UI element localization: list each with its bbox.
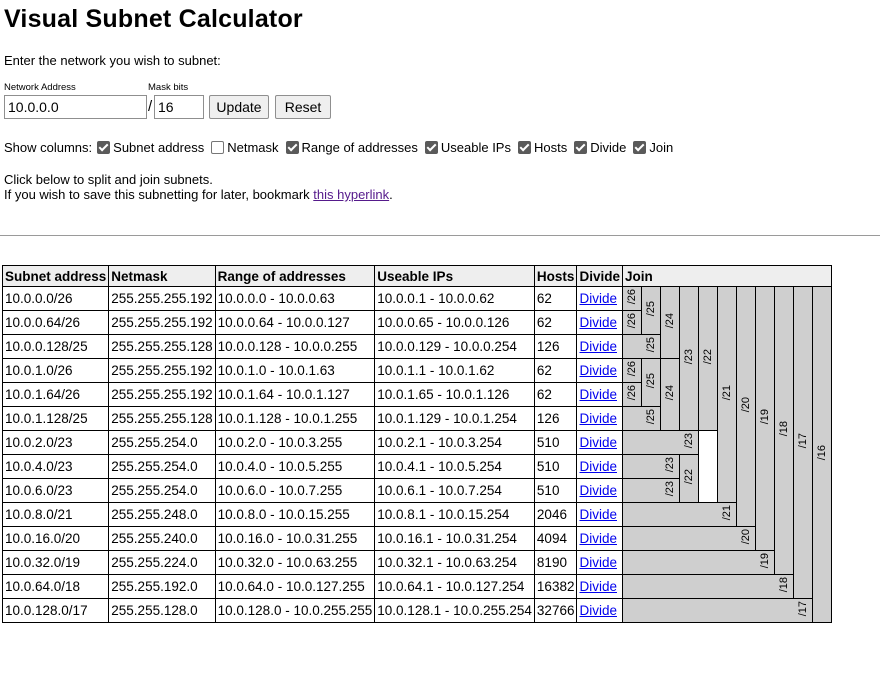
divide-link[interactable]: Divide — [579, 555, 617, 570]
column-checkbox-label[interactable]: Divide — [590, 139, 627, 155]
join-cell[interactable] — [622, 407, 660, 431]
intro-text: Enter the network you wish to subnet: — [4, 53, 221, 68]
join-cell[interactable] — [622, 359, 641, 383]
cell-netmask: 255.255.248.0 — [109, 503, 215, 527]
column-checkbox[interactable] — [574, 141, 587, 154]
cell-subnet: 10.0.6.0/23 — [3, 479, 109, 503]
cell-netmask: 255.255.255.192 — [109, 287, 215, 311]
cell-subnet: 10.0.1.0/26 — [3, 359, 109, 383]
cell-divide — [577, 503, 623, 527]
cell-subnet: 10.0.1.64/26 — [3, 383, 109, 407]
cell-netmask: 255.255.255.128 — [109, 335, 215, 359]
join-label: /18 — [777, 421, 790, 437]
join-label: /23 — [663, 457, 676, 473]
join-cell[interactable] — [698, 287, 717, 431]
cell-divide — [577, 311, 623, 335]
divide-link[interactable]: Divide — [579, 507, 617, 522]
subnet-table — [2, 265, 832, 623]
join-label: /25 — [644, 373, 657, 389]
join-label: /21 — [720, 505, 733, 521]
divide-link[interactable]: Divide — [579, 291, 617, 306]
join-cell[interactable] — [660, 359, 679, 431]
cell-useable: 10.0.1.129 - 10.0.1.254 — [375, 407, 535, 431]
divide-link[interactable]: Divide — [579, 483, 617, 498]
cell-range: 10.0.1.128 - 10.0.1.255 — [215, 407, 375, 431]
join-label: /16 — [815, 445, 828, 461]
cell-subnet: 10.0.16.0/20 — [3, 527, 109, 551]
column-header: Range of addresses — [215, 266, 375, 287]
table-row — [3, 455, 832, 479]
table-header-row — [3, 266, 832, 287]
column-header: Subnet address — [3, 266, 109, 287]
network-address-label: Network Address — [4, 82, 76, 93]
join-label: /22 — [701, 349, 714, 365]
column-checkbox[interactable] — [286, 141, 299, 154]
cell-divide — [577, 287, 623, 311]
cell-netmask: 255.255.255.192 — [109, 383, 215, 407]
column-header: Hosts — [534, 266, 577, 287]
table-row — [3, 503, 832, 527]
bookmark-suffix: . — [389, 187, 393, 202]
show-columns-bar — [4, 138, 677, 156]
column-header: Divide — [577, 266, 623, 287]
table-row — [3, 527, 832, 551]
table-row — [3, 551, 832, 575]
column-checkbox[interactable] — [425, 141, 438, 154]
divide-link[interactable]: Divide — [579, 531, 617, 546]
cell-subnet: 10.0.1.128/25 — [3, 407, 109, 431]
column-header: Join — [622, 266, 831, 287]
join-cell[interactable] — [622, 335, 660, 359]
cell-range: 10.0.16.0 - 10.0.31.255 — [215, 527, 375, 551]
join-label: /19 — [758, 409, 771, 425]
divide-link[interactable]: Divide — [579, 579, 617, 594]
join-label: /20 — [739, 397, 752, 413]
join-label: /26 — [625, 385, 638, 401]
join-label: /17 — [796, 433, 809, 449]
join-label: /26 — [625, 361, 638, 377]
cell-range: 10.0.0.128 - 10.0.0.255 — [215, 335, 375, 359]
join-cell[interactable] — [622, 455, 679, 479]
column-checkbox-label[interactable]: Netmask — [227, 139, 279, 155]
join-label: /26 — [625, 313, 638, 329]
join-cell[interactable] — [660, 287, 679, 359]
join-cell[interactable] — [622, 431, 698, 455]
cell-range: 10.0.128.0 - 10.0.255.255 — [215, 599, 375, 623]
cell-subnet: 10.0.64.0/18 — [3, 575, 109, 599]
join-cell[interactable] — [622, 503, 736, 527]
join-cell[interactable] — [736, 287, 755, 527]
column-header: Netmask — [109, 266, 215, 287]
cell-range: 10.0.4.0 - 10.0.5.255 — [215, 455, 375, 479]
cell-useable: 10.0.1.65 - 10.0.1.126 — [375, 383, 535, 407]
cell-subnet: 10.0.0.0/26 — [3, 287, 109, 311]
cell-useable: 10.0.8.1 - 10.0.15.254 — [375, 503, 535, 527]
table-body — [3, 287, 832, 623]
mask-bits-label: Mask bits — [148, 82, 189, 93]
join-cell[interactable] — [622, 287, 641, 311]
join-label: /25 — [644, 409, 657, 425]
join-label: /17 — [796, 601, 809, 617]
cell-hosts: 510 — [534, 431, 577, 455]
join-cell[interactable] — [793, 287, 812, 599]
divider — [0, 235, 880, 236]
cell-useable: 10.0.0.129 - 10.0.0.254 — [375, 335, 535, 359]
column-checkbox-label[interactable]: Useable IPs — [440, 139, 511, 155]
cell-useable: 10.0.0.1 - 10.0.0.62 — [375, 287, 535, 311]
column-checkbox[interactable] — [633, 141, 646, 154]
column-checkbox-label[interactable]: Subnet address — [113, 139, 205, 155]
cell-subnet: 10.0.2.0/23 — [3, 431, 109, 455]
cell-netmask: 255.255.255.128 — [109, 407, 215, 431]
join-label: /24 — [663, 313, 676, 329]
cell-divide — [577, 527, 623, 551]
column-checkbox[interactable] — [97, 141, 110, 154]
cell-netmask: 255.255.240.0 — [109, 527, 215, 551]
table-row — [3, 287, 832, 311]
divide-link[interactable]: Divide — [579, 363, 617, 378]
cell-divide — [577, 599, 623, 623]
join-cell[interactable] — [622, 311, 641, 335]
cell-hosts: 126 — [534, 335, 577, 359]
cell-hosts: 62 — [534, 311, 577, 335]
join-label: /26 — [625, 289, 638, 305]
cell-netmask: 255.255.255.192 — [109, 359, 215, 383]
cell-useable: 10.0.6.1 - 10.0.7.254 — [375, 479, 535, 503]
join-label: /19 — [758, 553, 771, 569]
table-row — [3, 599, 832, 623]
column-header: Useable IPs — [375, 266, 535, 287]
join-label: /18 — [777, 577, 790, 593]
cell-range: 10.0.0.64 - 10.0.0.127 — [215, 311, 375, 335]
cell-subnet: 10.0.8.0/21 — [3, 503, 109, 527]
divide-link[interactable]: Divide — [579, 315, 617, 330]
cell-netmask: 255.255.254.0 — [109, 455, 215, 479]
column-toggles — [94, 140, 677, 155]
divide-link[interactable]: Divide — [579, 459, 617, 474]
cell-hosts: 510 — [534, 479, 577, 503]
join-cell[interactable] — [622, 599, 812, 623]
show-columns-label: Show columns: — [4, 139, 93, 155]
join-label: /22 — [682, 469, 695, 485]
network-address-input[interactable] — [4, 95, 147, 119]
cell-range: 10.0.0.0 - 10.0.0.63 — [215, 287, 375, 311]
cell-netmask: 255.255.254.0 — [109, 431, 215, 455]
table-row — [3, 479, 832, 503]
column-checkbox[interactable] — [211, 141, 224, 154]
join-label: /23 — [682, 349, 695, 365]
cell-range: 10.0.64.0 - 10.0.127.255 — [215, 575, 375, 599]
join-cell[interactable] — [679, 287, 698, 431]
cell-netmask: 255.255.128.0 — [109, 599, 215, 623]
cell-useable: 10.0.64.1 - 10.0.127.254 — [375, 575, 535, 599]
cell-range: 10.0.1.0 - 10.0.1.63 — [215, 359, 375, 383]
cell-hosts: 2046 — [534, 503, 577, 527]
join-label: /23 — [682, 433, 695, 449]
cell-subnet: 10.0.32.0/19 — [3, 551, 109, 575]
cell-netmask: 255.255.255.192 — [109, 311, 215, 335]
help-text-split-join: Click below to split and join subnets. — [4, 172, 213, 187]
join-cell[interactable] — [622, 527, 755, 551]
cell-hosts: 62 — [534, 359, 577, 383]
join-cell[interactable] — [641, 287, 660, 335]
cell-hosts: 4094 — [534, 527, 577, 551]
join-label: /25 — [644, 337, 657, 353]
page-title: Visual Subnet Calculator — [4, 5, 303, 33]
cell-netmask: 255.255.224.0 — [109, 551, 215, 575]
join-cell[interactable] — [755, 287, 774, 551]
join-cell[interactable] — [774, 287, 793, 575]
cell-divide — [577, 407, 623, 431]
cell-divide — [577, 575, 623, 599]
cell-subnet: 10.0.0.128/25 — [3, 335, 109, 359]
column-checkbox-label[interactable]: Join — [649, 139, 674, 155]
cell-hosts: 32766 — [534, 599, 577, 623]
cell-range: 10.0.2.0 - 10.0.3.255 — [215, 431, 375, 455]
cell-hosts: 16382 — [534, 575, 577, 599]
join-cell[interactable] — [622, 383, 641, 407]
join-cell[interactable] — [622, 575, 793, 599]
join-cell[interactable] — [717, 287, 736, 503]
table-row — [3, 575, 832, 599]
cell-useable: 10.0.4.1 - 10.0.5.254 — [375, 455, 535, 479]
divide-link[interactable]: Divide — [579, 339, 617, 354]
slash-separator: / — [148, 98, 153, 115]
cell-subnet: 10.0.0.64/26 — [3, 311, 109, 335]
update-button[interactable]: Update — [209, 95, 269, 119]
cell-divide — [577, 359, 623, 383]
join-label: /24 — [663, 385, 676, 401]
help-text-bookmark — [4, 187, 393, 202]
cell-hosts: 126 — [534, 407, 577, 431]
cell-hosts: 62 — [534, 383, 577, 407]
join-label: /21 — [720, 385, 733, 401]
cell-hosts: 510 — [534, 455, 577, 479]
cell-range: 10.0.8.0 - 10.0.15.255 — [215, 503, 375, 527]
join-label: /25 — [644, 301, 657, 317]
column-checkbox[interactable] — [518, 141, 531, 154]
cell-divide — [577, 455, 623, 479]
cell-hosts: 8190 — [534, 551, 577, 575]
cell-divide — [577, 383, 623, 407]
join-cell[interactable] — [622, 551, 774, 575]
table-row — [3, 431, 832, 455]
column-checkbox-label[interactable]: Range of addresses — [301, 139, 418, 155]
bookmark-prefix: If you wish to save this subnetting for later, bookmark — [4, 187, 314, 202]
cell-useable: 10.0.16.1 - 10.0.31.254 — [375, 527, 535, 551]
cell-useable: 10.0.2.1 - 10.0.3.254 — [375, 431, 535, 455]
join-cell[interactable] — [812, 287, 831, 623]
cell-hosts: 62 — [534, 287, 577, 311]
cell-useable: 10.0.1.1 - 10.0.1.62 — [375, 359, 535, 383]
cell-range: 10.0.32.0 - 10.0.63.255 — [215, 551, 375, 575]
column-checkbox-label[interactable]: Hosts — [533, 139, 568, 155]
reset-button[interactable]: Reset — [275, 95, 331, 119]
cell-useable: 10.0.0.65 - 10.0.0.126 — [375, 311, 535, 335]
bookmark-link[interactable]: this hyperlink — [313, 187, 390, 202]
join-label: /23 — [663, 481, 676, 497]
mask-bits-input[interactable] — [154, 95, 204, 119]
cell-range: 10.0.1.64 - 10.0.1.127 — [215, 383, 375, 407]
cell-divide — [577, 479, 623, 503]
cell-netmask: 255.255.192.0 — [109, 575, 215, 599]
cell-useable: 10.0.128.1 - 10.0.255.254 — [375, 599, 535, 623]
cell-divide — [577, 431, 623, 455]
join-cell[interactable] — [622, 479, 679, 503]
divide-link[interactable]: Divide — [579, 411, 617, 426]
join-cell[interactable] — [641, 359, 660, 407]
cell-divide — [577, 335, 623, 359]
divide-link[interactable]: Divide — [579, 435, 617, 450]
cell-subnet: 10.0.4.0/23 — [3, 455, 109, 479]
cell-netmask: 255.255.254.0 — [109, 479, 215, 503]
cell-subnet: 10.0.128.0/17 — [3, 599, 109, 623]
cell-range: 10.0.6.0 - 10.0.7.255 — [215, 479, 375, 503]
divide-link[interactable]: Divide — [579, 387, 617, 402]
cell-useable: 10.0.32.1 - 10.0.63.254 — [375, 551, 535, 575]
divide-link[interactable]: Divide — [579, 603, 617, 618]
join-label: /20 — [739, 529, 752, 545]
join-cell[interactable] — [679, 455, 698, 503]
cell-divide — [577, 551, 623, 575]
